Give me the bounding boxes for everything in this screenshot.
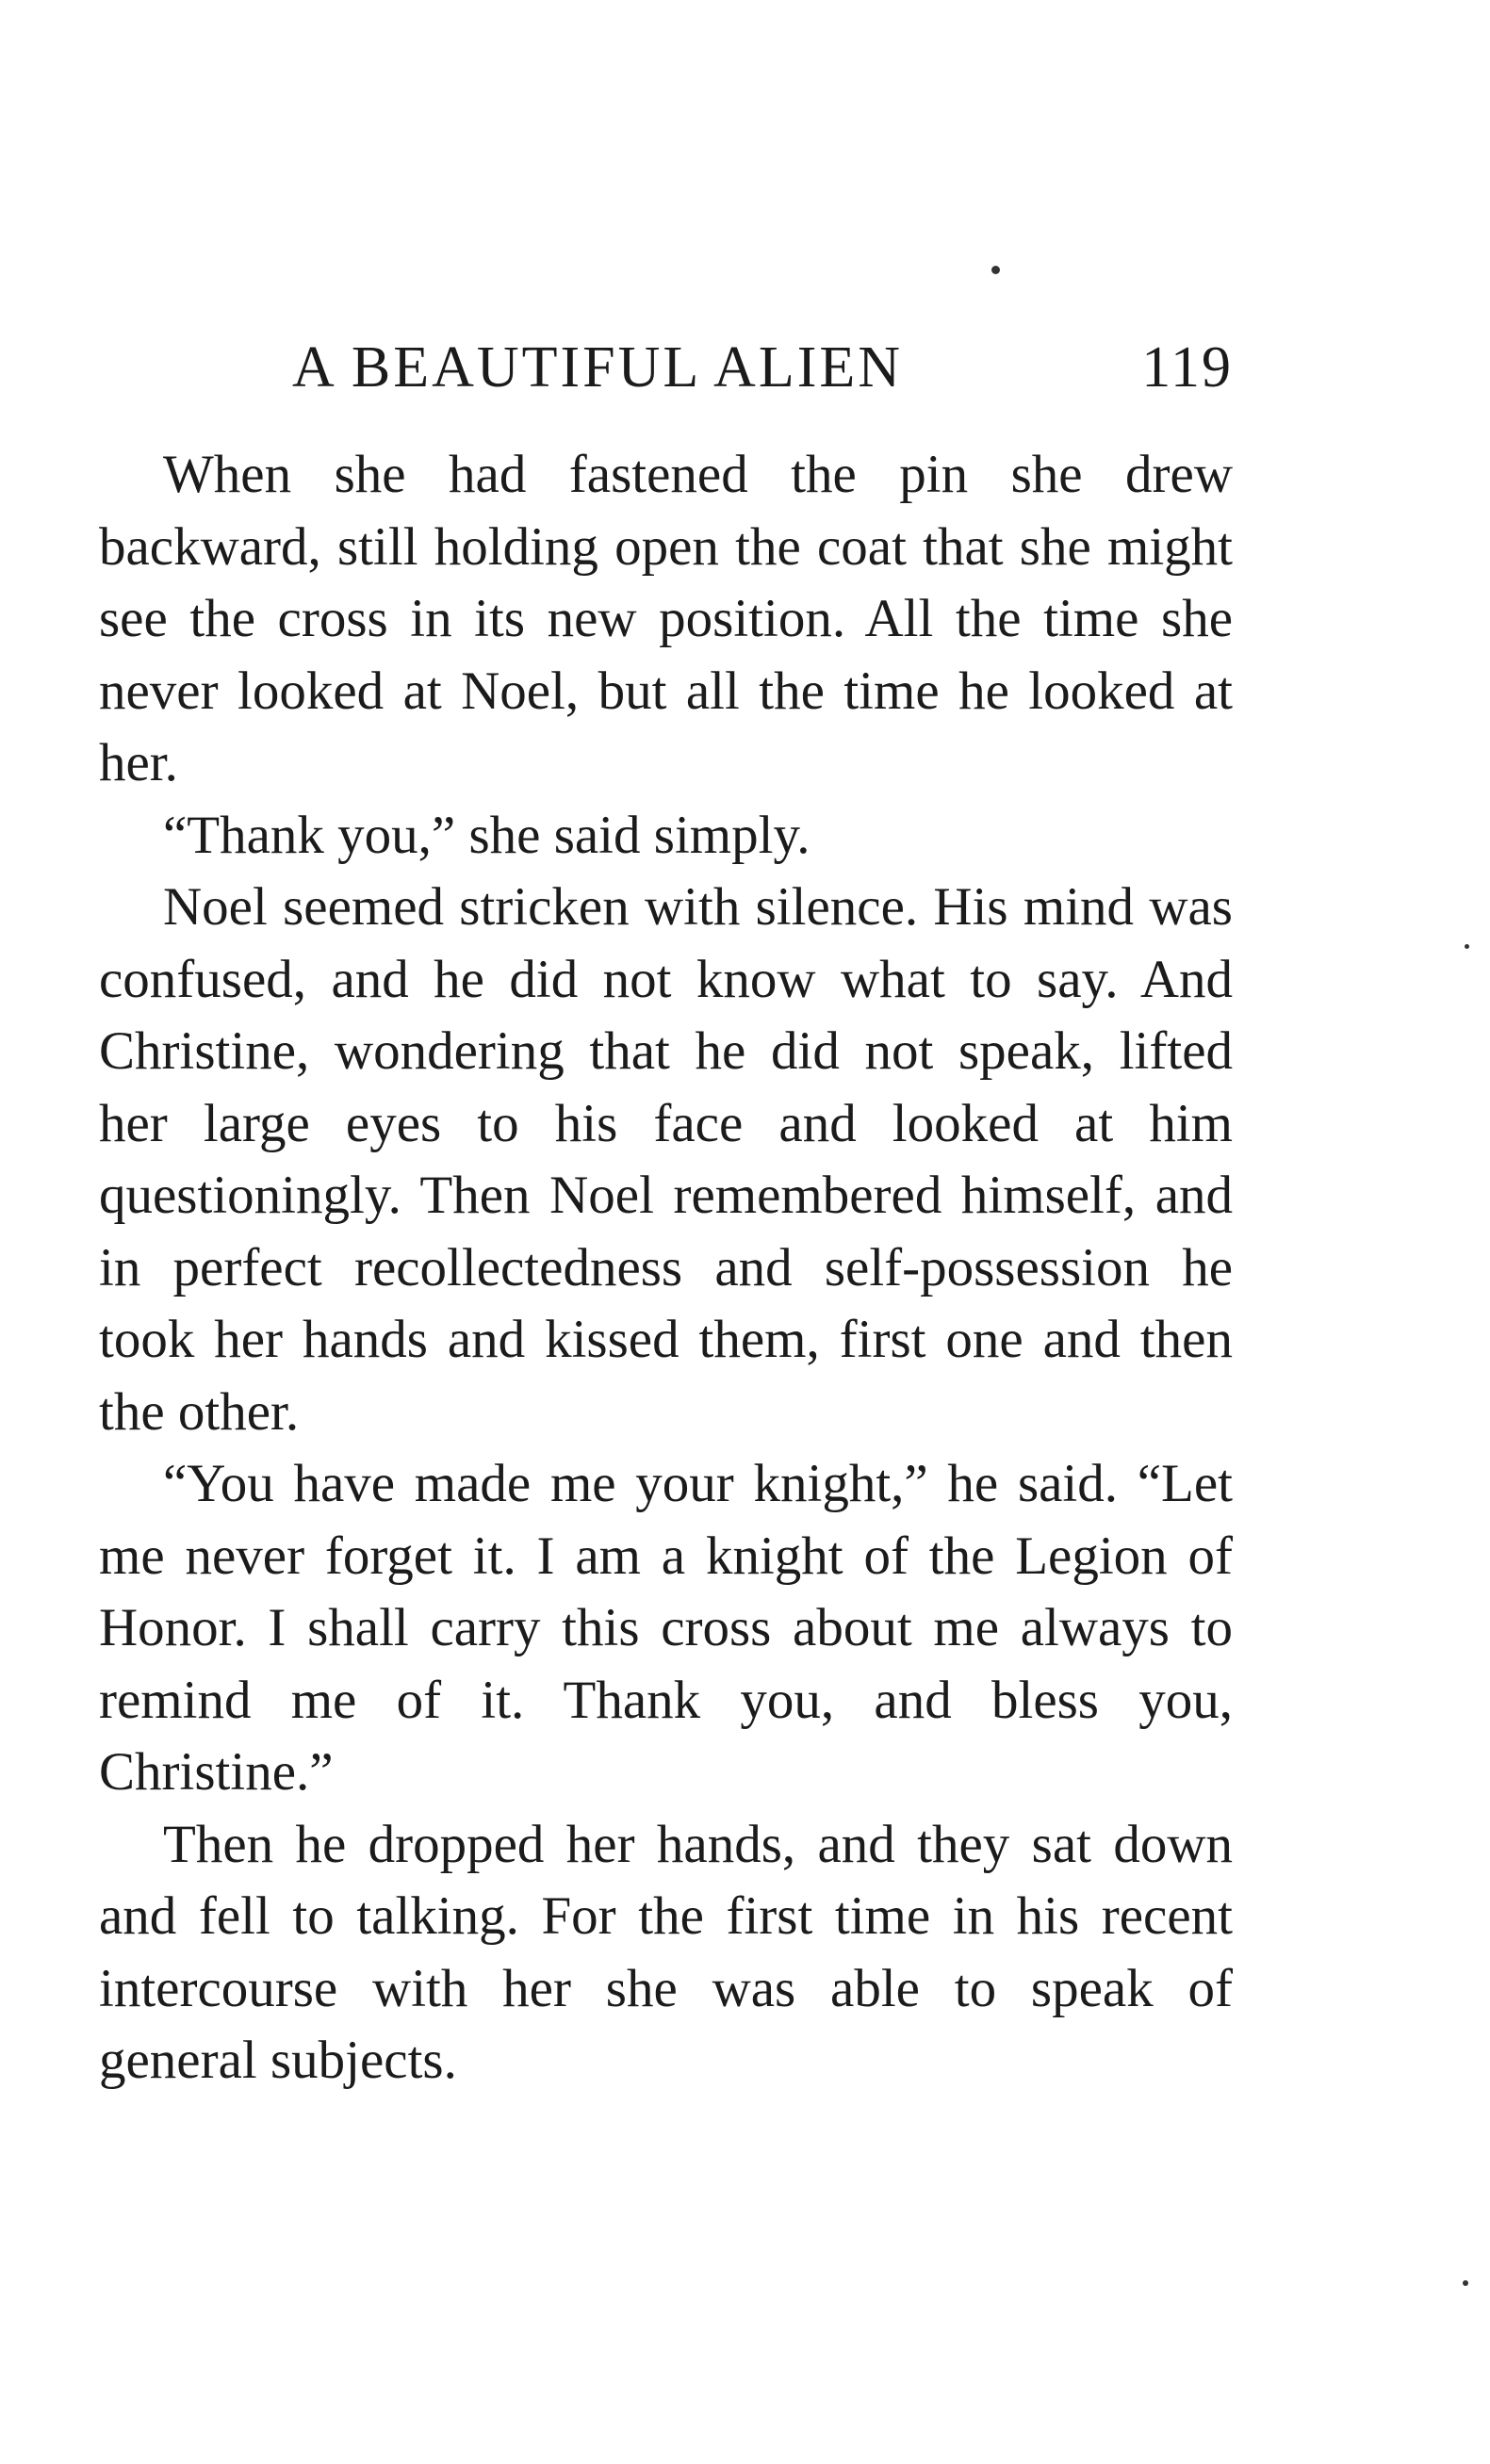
print-speck: [991, 266, 1000, 274]
page-number: 119: [1141, 335, 1233, 400]
body-text: [99, 439, 1233, 2097]
paragraph: “You have made me your knight,” he said. “Let me never forget it. I am a knight of the Legion of Honor. I shall carry this cross about me always to remind me of it. Thank you, and bless you, Christine.”: [99, 1454, 1233, 1802]
page-header: [292, 325, 1233, 410]
paragraph: When she had fastened the pin she drew backward, still holding open the coat that she might see the cross in its new position. All the time she never looked at Noel, but all the time he looked at her.: [99, 445, 1233, 792]
running-title: A BEAUTIFUL ALIEN: [292, 335, 903, 400]
print-speck: [1465, 944, 1469, 949]
paragraph: “Thank you,” she said simply.: [163, 805, 810, 865]
paragraph: Then he dropped her hands, and they sat down and fell to talking. For the first time in his recent intercourse with her she was able to speak of general subjects.: [99, 1814, 1233, 2090]
paragraph: Noel seemed stricken with silence. His mind was confused, and he did not know what to say. And Christine, wondering that he did not speak, lifted her large eyes to his face and looked at him questioningly. Then Noel remembered himself, and in perfect recollectedness and self-possession he took her hands and kissed them, first one and then the other.: [99, 877, 1233, 1442]
print-speck: [1463, 2280, 1468, 2286]
